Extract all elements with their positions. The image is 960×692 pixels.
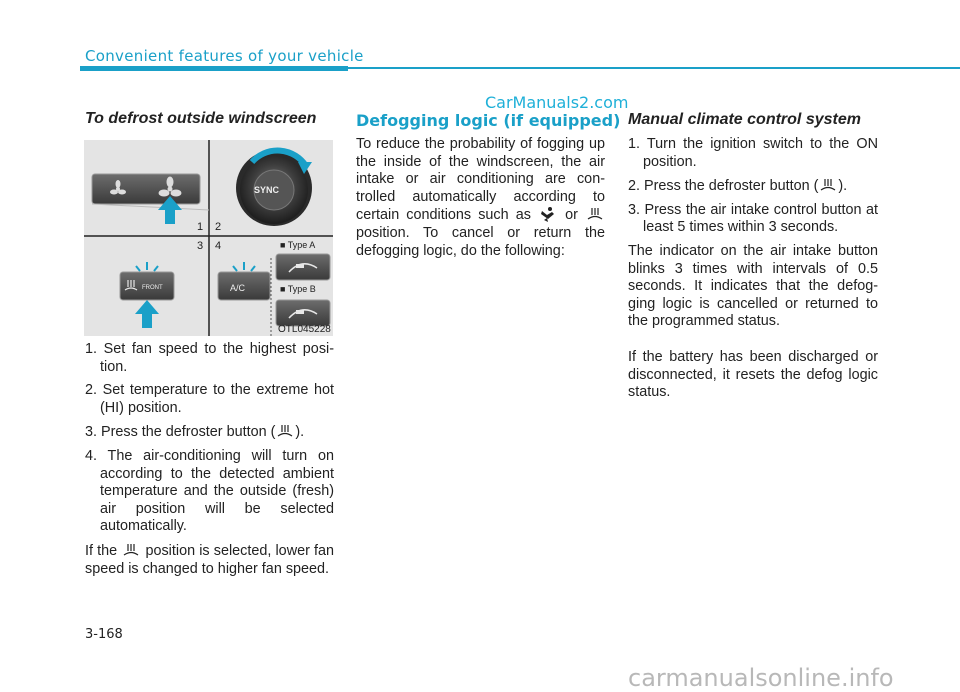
step-4: 4. The air-conditioning will turn on according to the detected ambient temperature and the outside (fresh) air position will be selected automatically. <box>85 447 334 535</box>
figure-code: OTL045228 <box>278 324 331 335</box>
type-b-label: ■ Type B <box>280 284 316 294</box>
note-suffix: position is selected, lower fan speed is changed to higher fan speed. <box>85 542 335 577</box>
manual-step-2-suffix: ). <box>838 178 848 195</box>
step-3-text: 3. Press the defroster button ( <box>85 424 276 441</box>
manual-steps <box>628 136 878 237</box>
defog-text-or: or <box>565 207 578 224</box>
column-1-body <box>85 341 334 586</box>
ac-label: A/C <box>230 283 246 293</box>
step-1: 1. Set fan speed to the highest posi-tion. <box>85 341 334 375</box>
figure-label-3: 3 <box>197 240 204 252</box>
header-rule-thin <box>348 67 960 69</box>
manual-step-1: 1. Turn the ignition switch to the ON position. <box>628 136 878 170</box>
note-paragraph <box>85 542 334 578</box>
defrost-steps <box>85 341 334 536</box>
header-rule-thick <box>80 66 348 71</box>
heading-defrost-windscreen: To defrost outside windscreen <box>85 110 317 127</box>
indicator-paragraph: The indicator on the air intake button blinks 3 times with intervals of 0.5 seconds. It indicates that the defog-ging logic is cancelled or returned to the programmed status. <box>628 242 878 330</box>
figure-label-1: 1 <box>197 221 204 233</box>
defrost-front-icon <box>585 206 605 222</box>
page-number: 3-168 <box>85 627 123 642</box>
defogging-paragraph <box>356 136 605 260</box>
defog-text-2: position. To cancel or return the defogging logic, do the following: <box>356 224 605 259</box>
type-a-label: ■ Type A <box>280 240 316 250</box>
floor-defrost-icon <box>538 206 558 222</box>
sync-label: SYNC <box>254 185 280 195</box>
manual-step-2 <box>628 177 878 196</box>
watermark-top[interactable]: CarManuals2.com <box>485 93 629 112</box>
manual-step-2-text: 2. Press the defroster button ( <box>628 178 819 195</box>
defrost-front-icon <box>275 423 295 439</box>
note-prefix: If the <box>85 542 118 559</box>
battery-paragraph: If the battery has been discharged or disconnected, it resets the defog logic status. <box>628 348 878 401</box>
manual-step-3: 3. Press the air intake control button at least 5 times within 3 seconds. <box>628 201 878 236</box>
defrost-front-icon <box>121 542 141 558</box>
column-2-body <box>356 136 605 268</box>
watermark-bottom[interactable]: carmanualsonline.info <box>628 664 894 692</box>
step-3-suffix: ). <box>295 424 305 441</box>
climate-control-figure <box>84 140 333 336</box>
figure-label-2: 2 <box>215 221 222 233</box>
step-3 <box>85 423 334 442</box>
step-2: 2. Set temperature to the extreme hot (HI) position. <box>85 382 334 416</box>
column-3-body <box>628 136 878 410</box>
figure-label-4: 4 <box>215 240 222 252</box>
defog-text-1: To reduce the probability of fogging up the inside of the windscreen, the air intake or air conditioning are con-trolled automatically according to certain conditions such as <box>356 136 605 224</box>
heading-manual-climate: Manual climate control system <box>628 111 861 128</box>
heading-defogging-logic: Defogging logic (if equipped) <box>356 111 621 130</box>
section-title: Convenient features of your vehicle <box>85 47 364 65</box>
figure-illustration <box>84 140 333 336</box>
defrost-front-icon <box>818 177 838 193</box>
front-label: FRONT <box>142 285 163 291</box>
